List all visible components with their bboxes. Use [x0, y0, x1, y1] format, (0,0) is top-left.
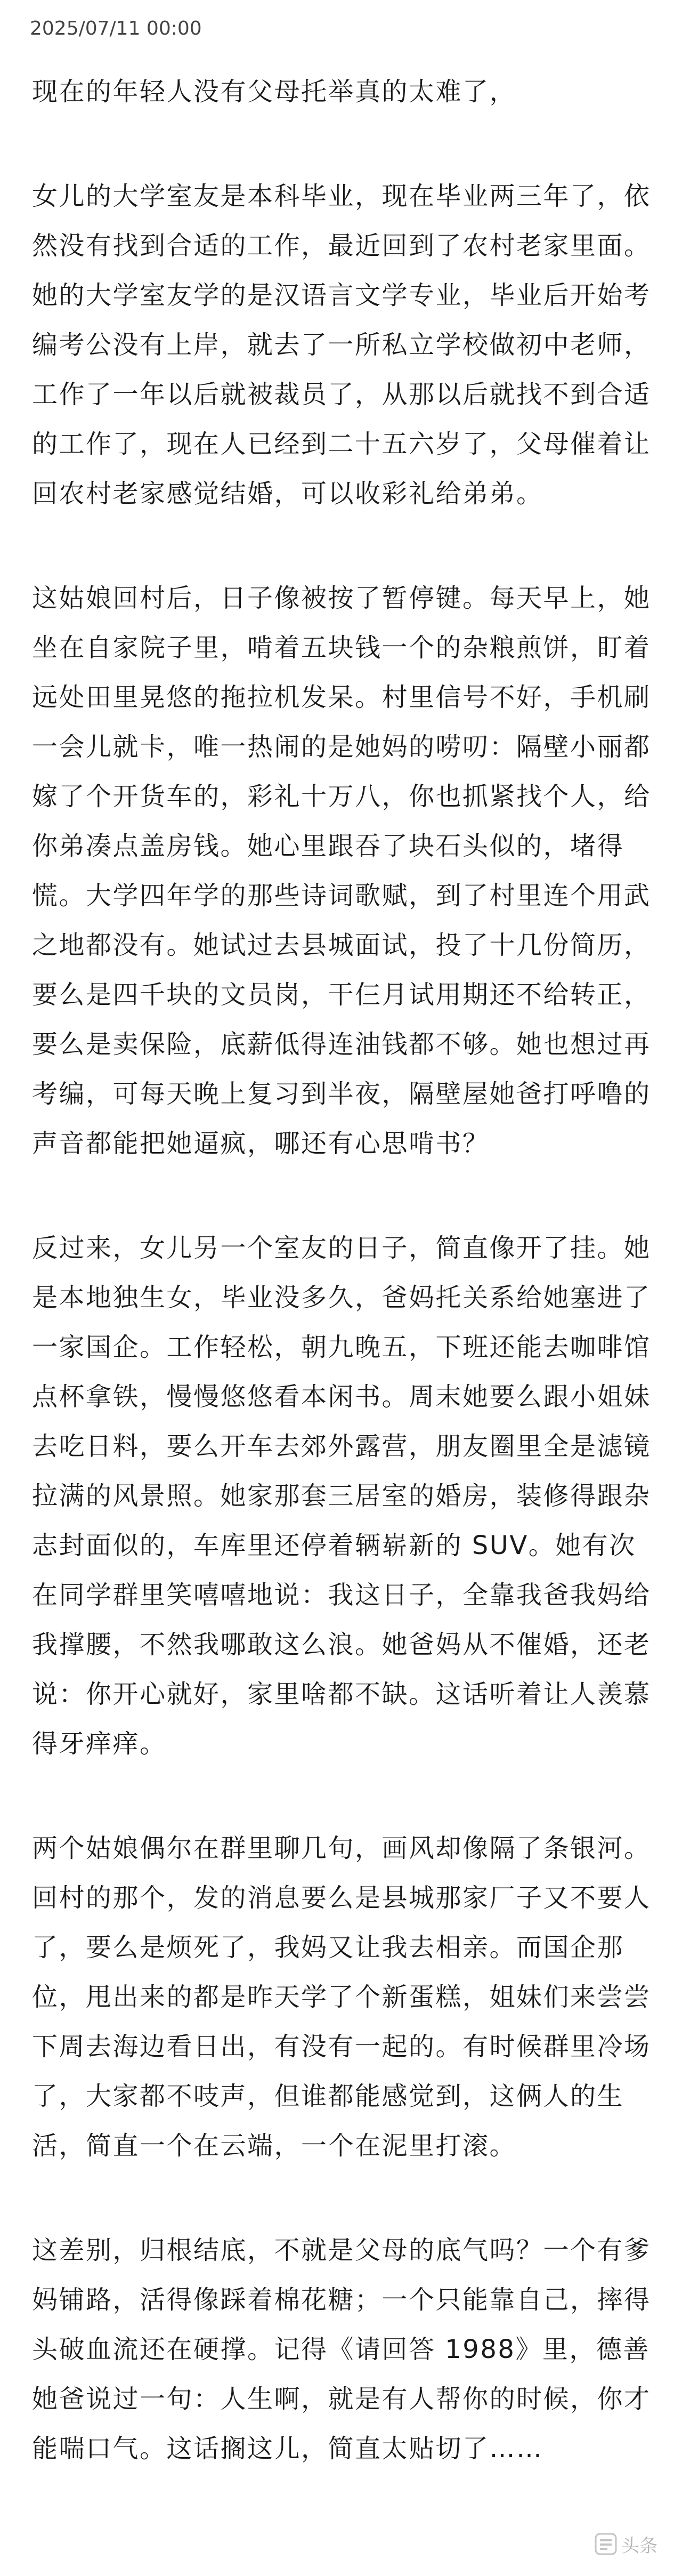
post-timestamp: 2025/07/11 00:00	[30, 18, 202, 39]
toutiao-logo-icon	[595, 2533, 617, 2555]
article-body	[32, 67, 651, 2529]
watermark-text: 头条	[621, 2535, 657, 2557]
article-paragraph-background: 女儿的大学室友是本科毕业，现在毕业两三年了，依然没有找到合适的工作，最近回到了农村老家里面。她的大学室友学的是汉语言文学专业，毕业后开始考编考公没有上岸，就去了一所私立学校做初中老师，工作了一年以后就被裁员了，从那以后就找不到合适的工作了，现在人已经到二十五六岁了，父母催着让回农村老家感觉结婚，可以收彩礼给弟弟。	[32, 181, 651, 509]
article-paragraph-intro: 现在的年轻人没有父母托举真的太难了，	[32, 77, 517, 107]
article-paragraph-conclusion: 这差别，归根结底，不就是父母的底气吗？一个有爹妈铺路，活得像踩着棉花糖；一个只能靠自己，摔得头破血流还在硬撑。记得《请回答 1988》里，德善她爸说过一句：人生啊，就是有人帮你的时候，你才能喘口气。这话搁这儿，简直太贴切了……	[32, 2235, 651, 2464]
article-paragraph-other-roommate: 反过来，女儿另一个室友的日子，简直像开了挂。她是本地独生女，毕业没多久，爸妈托关系给她塞进了一家国企。工作轻松，朝九晚五，下班还能去咖啡馆点杯拿铁，慢慢悠悠看本闲书。周末她要么跟小姐妹去吃日料，要么开车去郊外露营，朋友圈里全是滤镜拉满的风景照。她家那套三居室的婚房，装修得跟杂志封面似的，车库里还停着辆崭新的 SUV。她有次在同学群里笑嘻嘻地说：我这日子，全靠我爸我妈给我撑腰，不然我哪敢这么浪。她爸妈从不催婚，还老说：你开心就好，家里啥都不缺。这话听着让人羡慕得牙痒痒。	[32, 1233, 651, 1759]
app-watermark	[595, 2527, 657, 2561]
article-paragraph-village-life: 这姑娘回村后，日子像被按了暂停键。每天早上，她坐在自家院子里，啃着五块钱一个的杂粮煎饼，盯着远处田里晃悠的拖拉机发呆。村里信号不好，手机刷一会儿就卡，唯一热闹的是她妈的唠叨：隔壁小丽都嫁了个开货车的，彩礼十万八，你也抓紧找个人，给你弟凑点盖房钱。她心里跟吞了块石头似的，堵得慌。大学四年学的那些诗词歌赋，到了村里连个用武之地都没有。她试过去县城面试，投了十几份简历，要么是四千块的文员岗，干仨月试用期还不给转正，要么是卖保险，底薪低得连油钱都不够。她也想过再考编，可每天晚上复习到半夜，隔壁屋她爸打呼噜的声音都能把她逼疯，哪还有心思啃书？	[32, 583, 651, 1158]
article-paragraph-group-chat: 两个姑娘偶尔在群里聊几句，画风却像隔了条银河。回村的那个，发的消息要么是县城那家厂子又不要人了，要么是烦死了，我妈又让我去相亲。而国企那位，甩出来的都是昨天学了个新蛋糕，姐妹们来尝尝下周去海边看日出，有没有一起的。有时候群里冷场了，大家都不吱声，但谁都能感觉到，这俩人的生活，简直一个在云端，一个在泥里打滚。	[32, 1833, 651, 2161]
